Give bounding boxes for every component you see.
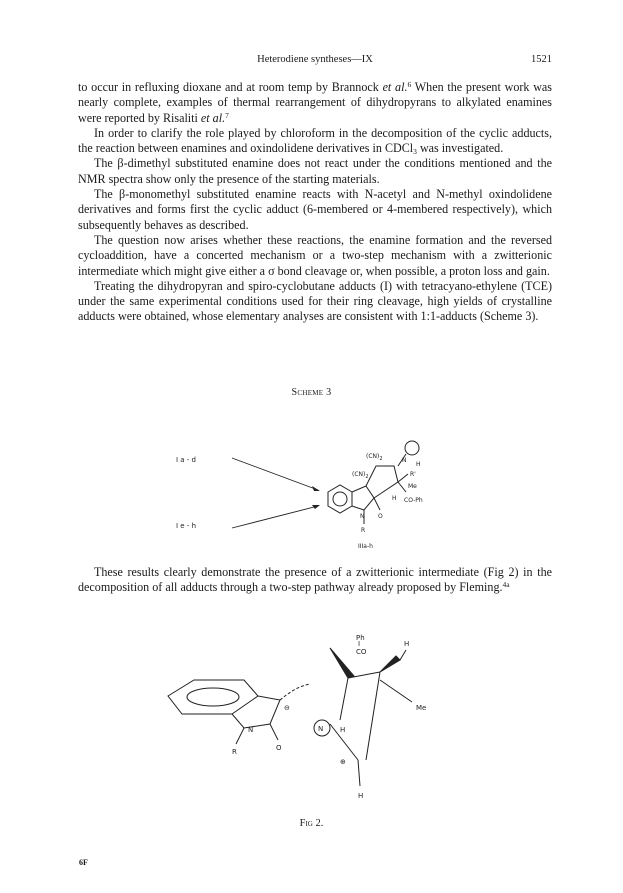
cdcl3-subscript: 3: [413, 147, 417, 157]
cn2-top-label: $(CN)_2$: [366, 453, 383, 462]
h-bottom-label: H: [358, 792, 364, 800]
paragraph-2-text-a: In order to clarify the role played by chloroform in the decomposition of the cyclic adducts, the reaction between enamines and oxindolidene derivatives in CDCl: [78, 125, 552, 156]
me-label: Me: [408, 483, 417, 490]
amine-n-label: N: [318, 725, 324, 733]
paragraph-3: The β-dimethyl substituted enamine does not react under the conditions mentioned and the NMR spectra show only the presence of the starting materials.: [78, 156, 552, 186]
paragraph-4: The β-monomethyl substituted enamine reacts with N-acetyl and N-methyl oxindolidene derivatives and forms first the cyclic adduct (6-membered or 4-membered respectively), which subsequently behaves as described.: [78, 187, 552, 232]
r-label: R: [361, 527, 366, 534]
carbonyl-label: CO: [356, 648, 367, 656]
result-text: [78, 565, 552, 596]
figure-caption: Fig 2.: [299, 818, 324, 829]
minus-charge-label: ⊖: [284, 704, 290, 712]
oxygen-label: O: [276, 744, 282, 752]
body-text: [78, 80, 552, 325]
r-prime-label: R': [410, 471, 416, 478]
paragraph-7: [78, 565, 552, 596]
h-mid-label: H: [340, 726, 346, 734]
reactant-a-d-label: I a - d: [176, 456, 196, 464]
figure-2-diagram: [160, 620, 490, 810]
ref-7: 7: [225, 110, 229, 120]
indole-n-label: N: [360, 513, 365, 520]
co-ph-label: CO-Ph: [404, 497, 423, 504]
scheme-caption: Scheme 3: [291, 387, 332, 398]
footer-signature: 6F: [79, 858, 88, 867]
bond-bar-label: I: [358, 640, 361, 648]
running-header: [78, 54, 552, 70]
phenyl-label: Ph: [356, 634, 365, 642]
paragraph-2: [78, 126, 552, 157]
ref-6: 6: [407, 80, 412, 89]
indole-n-label: N: [248, 726, 254, 734]
amine-n-label: N: [402, 457, 407, 464]
paragraph-1: [78, 80, 552, 126]
paragraph-1-text-b: When the present work was nearly complete, examples of thermal rearrangement of dihydropyrans to alkylated enamines were reported by Risaliti: [78, 80, 553, 125]
arrow-top: [232, 458, 320, 491]
cn2-mid-label: $(CN)_2$: [352, 471, 369, 480]
amine-h-label: H: [416, 461, 421, 468]
h-top-label: H: [404, 640, 410, 648]
arrow-bottom: [232, 505, 320, 528]
scheme-3-diagram: [140, 410, 480, 560]
r-label: R: [232, 748, 237, 756]
paragraph-7-text: These results clearly demonstrate the presence of a zwitterionic intermediate (Fig 2) in the decomposition of all adducts through a two-step pathway already proposed by Fleming.: [78, 565, 552, 595]
paragraph-5: The question now arises whether these reactions, the enamine formation and the reversed cycloaddition, have a concerted mechanism or a two-step mechanism with a zwitterionic intermediate which might give either a σ bond cleavage or, when possible, a proton loss and gain.: [78, 232, 552, 278]
ref-4a: 4a: [502, 580, 510, 590]
paragraph-2-text-b: was investigated.: [416, 141, 504, 156]
page-number: 1521: [531, 54, 552, 65]
me-label: Me: [416, 704, 427, 712]
plus-charge-label: ⊕: [340, 758, 346, 766]
oxygen-label: O: [378, 513, 383, 520]
zwitterion-structure: [168, 648, 412, 786]
ring-h-label: H: [392, 495, 397, 502]
reactant-e-h-label: I e - h: [176, 522, 197, 530]
product-label: IIIa-h: [358, 543, 373, 550]
et-al-1: et al.: [382, 80, 408, 94]
paragraph-6: Treating the dihydropyran and spiro-cyclobutane adducts (I) with tetracyano-ethylene (TCE) under the same experimental conditions used for their ring cleavage, high yields of crystalline adducts were obtained, whose elementary analyses are consistent with 1:1-adducts (Scheme 3).: [78, 278, 552, 324]
running-title: Heterodiene syntheses—IX: [257, 54, 373, 65]
et-al-2: et al.: [200, 110, 226, 125]
paragraph-1-text-a: to occur in refluxing dioxane and at room temp by Brannock: [78, 80, 383, 94]
